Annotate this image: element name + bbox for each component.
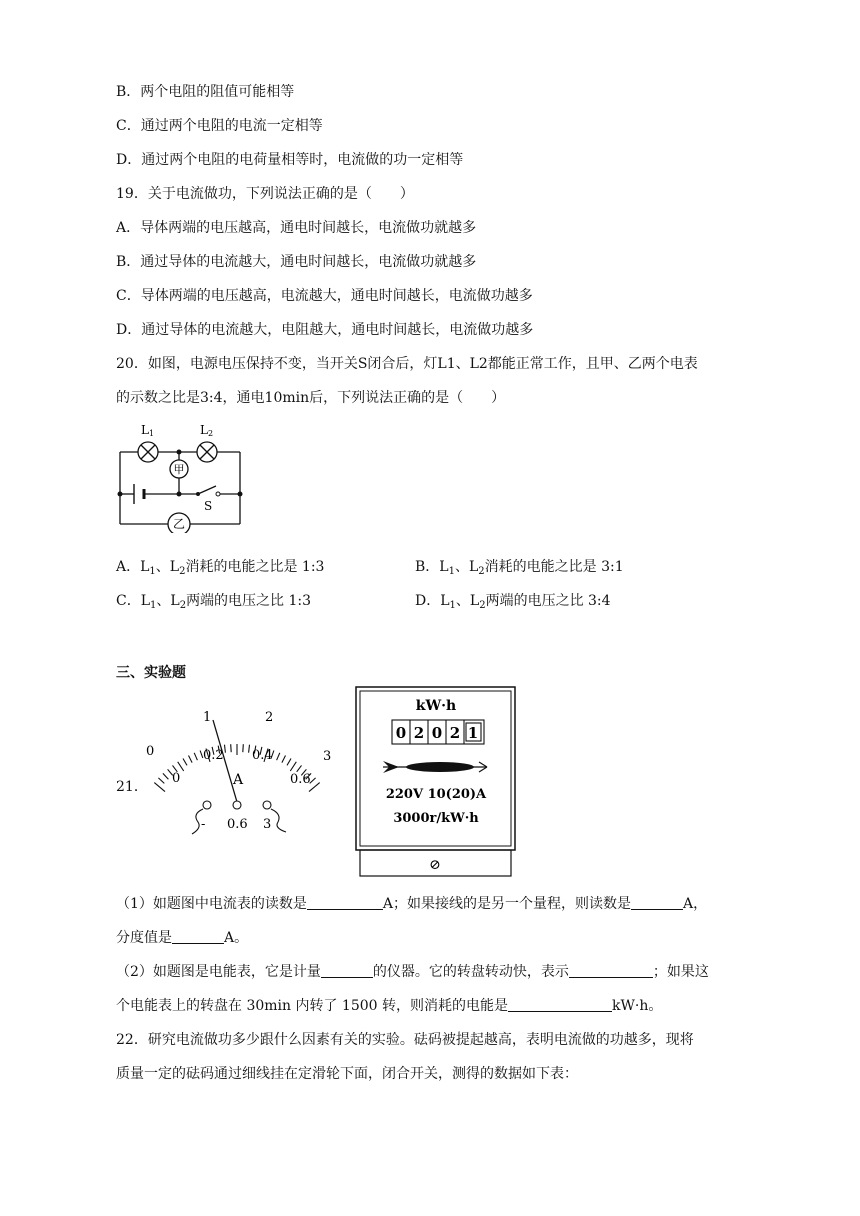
digit-5: 1 <box>467 724 479 742</box>
terminal-3-icon <box>263 801 271 809</box>
q20-stem-line2: 的示数之比是3:4，通电10min后，下列说法正确的是（ ） <box>116 390 506 406</box>
q19-option-a: A．导体两端的电压越高，通电时间越长，电流做功就越多 <box>116 220 477 236</box>
scale-tick <box>163 773 169 779</box>
scale-tick <box>297 765 302 771</box>
q21-part1-line2: 分度值是 A。 <box>116 930 249 946</box>
terminal-neg-label: - <box>201 817 206 832</box>
scale-tick <box>178 762 184 771</box>
meter-yi-label: 乙 <box>172 517 186 531</box>
scale-tick <box>287 759 291 766</box>
ammeter-unit: A <box>233 772 244 788</box>
scale-bottom-02: 0.2 <box>203 748 224 763</box>
q20-option-b: B．$L_1$、$L_2$消耗的电能之比是 3:1 <box>415 559 624 577</box>
scale-bottom-04: 0.4 <box>252 748 273 763</box>
section-title: 三、实验题 <box>116 665 186 681</box>
scale-top-3: 3 <box>323 749 332 764</box>
energy-unit: kW·h <box>415 698 457 714</box>
q22-line1: 22．研究电流做功多少跟什么因素有关的实验。砝码被提起越高，表明电流做的功越多，现将 <box>116 1032 694 1048</box>
meter-screw-icon: ⊘ <box>429 857 441 873</box>
q20-option-c: C．$L_1$、$L_2$两端的电压之比 1:3 <box>116 593 312 611</box>
scale-bottom-06: 0.6 <box>290 772 311 787</box>
digit-1: 0 <box>395 724 407 742</box>
q20-option-d: D．$L_1$、$L_2$两端的电压之比 3:4 <box>415 593 611 611</box>
scale-tick <box>183 759 187 766</box>
scale-tick <box>290 762 296 771</box>
q18-option-d: D．通过两个电阻的电荷量相等时，电流做的功一定相等 <box>116 152 464 168</box>
terminal-06-icon <box>233 801 241 809</box>
scale-tick <box>231 744 232 752</box>
q18-option-b: B．两个电阻的阻值可能相等 <box>116 84 295 100</box>
meter-jia-label: 甲 <box>173 463 185 476</box>
q19-option-d: D．通过导体的电流越大，电阻越大，通电时间越长，电流做功越多 <box>116 322 534 338</box>
q21-number: 21． <box>116 779 148 795</box>
terminal-06-label: 0.6 <box>227 817 248 832</box>
lamp-l1-label: L1 <box>141 423 155 438</box>
energy-rating: 220V 10(20)A <box>385 787 487 802</box>
scale-tick <box>158 778 164 784</box>
scale-tick <box>225 745 226 753</box>
q20-stem-line1: 20．如图，电源电压保持不变，当开关S闭合后，灯L1、L2都能正常工作，且甲、乙两个电表 <box>116 356 698 372</box>
terminal-neg-icon <box>203 801 211 809</box>
q20-circuit-diagram <box>112 418 262 533</box>
digit-3: 0 <box>431 724 443 742</box>
digit-4: 2 <box>449 724 461 742</box>
energy-meter-diagram <box>355 686 517 878</box>
scale-top-2: 2 <box>265 710 274 725</box>
q19-option-b: B．通过导体的电流越大，通电时间越长，电流做功就越多 <box>116 254 477 270</box>
scale-tick <box>277 753 280 760</box>
scale-tick <box>249 745 250 753</box>
ammeter-diagram <box>140 702 340 842</box>
scale-tick <box>154 783 165 792</box>
scale-tick <box>194 753 197 760</box>
lamp-l2-label: L2 <box>200 423 214 438</box>
q21-part2-line1: （2）如题图是电能表，它是计量 的仪器。它的转盘转动快，表示 ；如果这 <box>116 964 709 980</box>
q21-part2-line2: 个电能表上的转盘在 30min 内转了 1500 转，则消耗的电能是 kW·h。 <box>116 998 663 1014</box>
scale-top-1: 1 <box>203 710 212 725</box>
energy-constant: 3000r/kW·h <box>393 811 479 826</box>
q18-option-c: C．通过两个电阻的电流一定相等 <box>116 118 323 134</box>
q22-line2: 质量一定的砝码通过细线挂在定滑轮下面，闭合开关，测得的数据如下表： <box>116 1066 578 1082</box>
scale-tick <box>282 756 286 763</box>
scale-bottom-0: 0 <box>172 771 181 786</box>
digit-2: 2 <box>413 724 425 742</box>
switch-label: S <box>204 499 213 513</box>
q21-part1-line1: （1）如题图中电流表的读数是 A；如果接线的是另一个量程，则读数是 A， <box>116 896 708 912</box>
scale-tick <box>243 744 244 752</box>
q19-option-c: C．导体两端的电压越高，电流越大，通电时间越长，电流做功越多 <box>116 288 533 304</box>
scale-tick <box>189 756 193 763</box>
q19-stem: 19．关于电流做功，下列说法正确的是（ ） <box>116 186 414 202</box>
scale-top-0: 0 <box>146 744 155 759</box>
terminal-3-label: 3 <box>263 817 272 832</box>
q20-option-a: A．$L_1$、$L_2$消耗的电能之比是 1:3 <box>116 559 325 577</box>
